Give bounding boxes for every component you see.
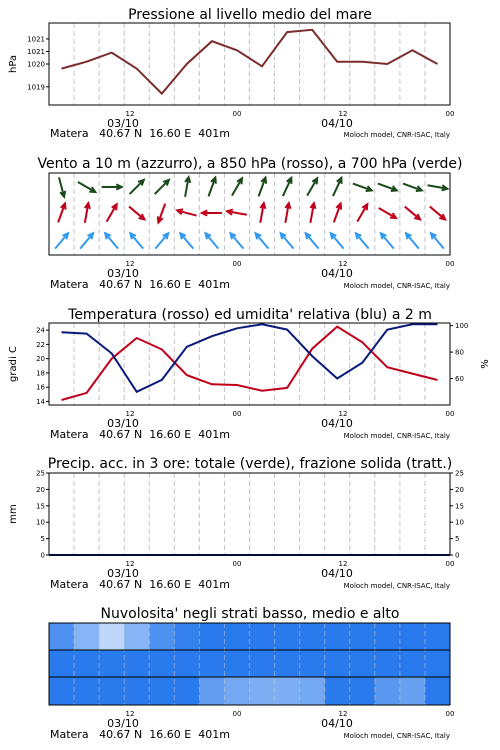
- precipitation-title: Precip. acc. in 3 ore: totale (verde), frazione solida (tratt.): [47, 456, 453, 472]
- wind-arrow: [155, 180, 169, 194]
- cloud-cell: [174, 677, 200, 705]
- ytick-label-right: 10: [455, 518, 464, 527]
- cloud-cell: [325, 650, 351, 677]
- temperature-ylabel: gradi C: [8, 346, 19, 382]
- wind-arrow: [105, 233, 118, 248]
- cloud-cell: [174, 650, 200, 677]
- location-label: Matera 40.67 N 16.60 E 401m: [50, 578, 230, 591]
- wind-arrow: [78, 182, 95, 192]
- cloud-cell: [99, 650, 125, 677]
- tick-12: 12: [338, 410, 348, 418]
- precipitation-ylabel: mm: [8, 504, 19, 524]
- ytick-label: 24: [36, 326, 45, 335]
- tick-00: 00: [445, 410, 455, 418]
- wind-arrow: [185, 177, 190, 197]
- wind-arrow: [331, 233, 344, 248]
- model-credit: Moloch model, CNR-ISAC, Italy: [343, 131, 450, 139]
- wind-arrow: [357, 204, 367, 221]
- cloud-cell: [250, 623, 276, 650]
- location-label: Matera 40.67 N 16.60 E 401m: [50, 428, 230, 441]
- location-label: Matera 40.67 N 16.60 E 401m: [50, 278, 230, 291]
- date-label: 04/10: [321, 567, 353, 580]
- wind-arrow: [283, 178, 292, 196]
- ytick-label-right: 0: [455, 551, 460, 560]
- date-label: 04/10: [321, 267, 353, 280]
- wind-arrow: [155, 233, 168, 248]
- location-label: Matera 40.67 N 16.60 E 401m: [50, 127, 230, 140]
- ytick-label-right: 25: [455, 469, 464, 478]
- tick-00: 00: [445, 560, 455, 568]
- wind-arrow: [158, 204, 165, 223]
- ytick-label-right: 15: [455, 502, 464, 511]
- cloud-cell: [350, 623, 376, 650]
- tick-00: 00: [445, 110, 455, 118]
- tick-12: 12: [125, 260, 135, 268]
- cloud-time-ticks: [126, 710, 455, 718]
- ytick-label: 14: [36, 397, 45, 406]
- wind-arrow: [208, 178, 215, 197]
- cloud-cell: [300, 623, 326, 650]
- cloud-cell: [375, 650, 401, 677]
- wind-arrow: [130, 233, 143, 248]
- ytick-label-right: 60: [455, 375, 464, 384]
- ytick-label: 1020: [27, 60, 45, 69]
- tick-12: 12: [125, 560, 135, 568]
- ytick-label: 10: [36, 518, 45, 527]
- ytick-label: 20: [36, 485, 45, 494]
- location-label: Matera 40.67 N 16.60 E 401m: [50, 728, 230, 741]
- wind-arrow: [356, 233, 369, 248]
- wind-arrow: [232, 178, 242, 195]
- tick-00: 00: [232, 410, 242, 418]
- cloud-title: Nuvolosita' negli strati basso, medio e alto: [100, 606, 400, 622]
- wind-arrow: [281, 233, 294, 248]
- precipitation-time-ticks: [126, 560, 455, 568]
- wind-title: Vento a 10 m (azzurro), a 850 hPa (rosso), a 700 hPa (verde): [37, 156, 463, 172]
- cloud-cell: [49, 623, 75, 650]
- wind-arrow: [306, 233, 319, 248]
- wind-arrow: [129, 207, 144, 220]
- date-label: 04/10: [321, 417, 353, 430]
- ytick-label: 18: [36, 369, 45, 378]
- wind-arrow: [180, 233, 193, 248]
- ytick-label: 22: [36, 340, 45, 349]
- wind-arrow: [310, 203, 315, 223]
- cloud-panel: [49, 606, 454, 741]
- wind-arrow: [405, 207, 420, 220]
- pressure-time-ticks: [126, 110, 455, 118]
- date-label: 03/10: [107, 267, 139, 280]
- cloud-cell: [224, 677, 250, 705]
- date-label: 03/10: [107, 117, 139, 130]
- cloud-cell: [124, 677, 150, 705]
- wind-arrow: [58, 204, 65, 223]
- cloud-cell: [400, 623, 426, 650]
- cloud-cell: [350, 650, 376, 677]
- wind-arrow: [430, 207, 445, 220]
- wind-time-ticks: [126, 260, 455, 268]
- cloud-cell: [49, 650, 75, 677]
- model-credit: Moloch model, CNR-ISAC, Italy: [343, 732, 450, 740]
- cloud-cell: [325, 623, 351, 650]
- cloud-cell: [275, 623, 301, 650]
- temperature-time-ticks: [126, 410, 455, 418]
- ytick-label-right: 20: [455, 485, 464, 494]
- wind-arrow: [256, 233, 269, 248]
- tick-12: 12: [125, 110, 135, 118]
- ytick-label: 25: [36, 469, 45, 478]
- cloud-cell: [375, 623, 401, 650]
- wind-arrow: [177, 209, 196, 215]
- pressure-ylabel: hPa: [8, 54, 19, 74]
- wind-arrow: [260, 203, 265, 223]
- wind-arrow: [231, 233, 244, 248]
- cloud-cell: [99, 677, 125, 705]
- tick-00: 00: [232, 560, 242, 568]
- ytick-label: 16: [36, 383, 45, 392]
- ytick-label: 20: [36, 355, 45, 364]
- model-credit: Moloch model, CNR-ISAC, Italy: [343, 582, 450, 590]
- wind-arrow: [285, 203, 290, 223]
- tick-12: 12: [338, 560, 348, 568]
- tick-00: 00: [232, 260, 242, 268]
- cloud-cell: [250, 677, 276, 705]
- cloud-cell: [300, 650, 326, 677]
- cloud-cell: [124, 623, 150, 650]
- wind-arrow: [130, 180, 144, 194]
- wind-arrow: [259, 178, 266, 197]
- ytick-label: 0: [40, 551, 45, 560]
- ytick-label-right: 80: [455, 348, 464, 357]
- wind-arrow: [406, 233, 419, 248]
- cloud-cell: [425, 650, 451, 677]
- wind-arrow: [431, 233, 444, 248]
- cloud-cell: [74, 677, 100, 705]
- wind-arrow: [107, 204, 117, 221]
- wind-arrow: [428, 185, 448, 190]
- tick-12: 12: [338, 110, 348, 118]
- cloud-cell: [250, 650, 276, 677]
- cloud-cell: [350, 677, 376, 705]
- temperature-title: Temperatura (rosso) ed umidita' relativa (blu) a 2 m: [68, 307, 432, 323]
- tick-00: 00: [232, 110, 242, 118]
- ytick-label: 1021: [27, 47, 45, 56]
- wind-arrow: [379, 208, 396, 218]
- tick-00: 00: [445, 260, 455, 268]
- ytick-label: 5: [40, 535, 45, 544]
- cloud-cell: [149, 623, 175, 650]
- ytick-label-right: 100: [455, 322, 469, 331]
- cloud-cell: [99, 623, 125, 650]
- cloud-cell: [224, 650, 250, 677]
- wind-arrow: [403, 184, 422, 191]
- cloud-cell: [375, 677, 401, 705]
- wind-arrow: [333, 178, 342, 196]
- ytick-label-right: 5: [455, 535, 460, 544]
- tick-12: 12: [338, 710, 348, 718]
- cloud-cell: [74, 623, 100, 650]
- tick-12: 12: [338, 260, 348, 268]
- wind-arrow: [205, 233, 218, 248]
- date-label: 04/10: [321, 717, 353, 730]
- cloud-cell: [199, 623, 225, 650]
- model-credit: Moloch model, CNR-ISAC, Italy: [343, 432, 450, 440]
- cloud-cell: [124, 650, 150, 677]
- wind-arrow: [307, 178, 317, 195]
- cloud-cell: [174, 623, 200, 650]
- wind-arrow: [334, 204, 341, 223]
- precipitation-panel: [8, 456, 464, 591]
- cloud-cell: [199, 677, 225, 705]
- ytick-label: 1021: [27, 35, 45, 44]
- wind-arrow: [202, 210, 222, 215]
- cloud-cell: [425, 677, 451, 705]
- cloud-cell: [199, 650, 225, 677]
- cloud-cell: [400, 650, 426, 677]
- date-label: 03/10: [107, 567, 139, 580]
- date-label: 03/10: [107, 717, 139, 730]
- date-label: 04/10: [321, 117, 353, 130]
- cloud-cell: [224, 623, 250, 650]
- temperature-panel: [8, 307, 491, 441]
- date-label: 03/10: [107, 417, 139, 430]
- wind-arrow: [353, 184, 372, 191]
- cloud-cell: [325, 677, 351, 705]
- pressure-panel: [8, 7, 454, 140]
- tick-12: 12: [125, 410, 135, 418]
- cloud-cell: [425, 623, 451, 650]
- ytick-label: 15: [36, 502, 45, 511]
- cloud-cell: [275, 677, 301, 705]
- ytick-label: 1019: [27, 83, 45, 92]
- wind-panel: [37, 156, 462, 291]
- cloud-cell: [49, 677, 75, 705]
- cloud-cell: [300, 677, 326, 705]
- tick-00: 00: [232, 710, 242, 718]
- cloud-cell: [400, 677, 426, 705]
- wind-vectors: [55, 177, 447, 249]
- cloud-cell: [275, 650, 301, 677]
- pressure-title: Pressione al livello medio del mare: [128, 7, 372, 23]
- cloud-cell: [149, 677, 175, 705]
- wind-arrow: [378, 184, 397, 191]
- tick-12: 12: [125, 710, 135, 718]
- wind-arrow: [85, 203, 90, 223]
- cloud-cell: [149, 650, 175, 677]
- wind-arrow: [102, 184, 122, 189]
- cloud-cell: [74, 650, 100, 677]
- wind-arrow: [227, 210, 247, 215]
- model-credit: Moloch model, CNR-ISAC, Italy: [343, 282, 450, 290]
- wind-arrow: [55, 233, 68, 248]
- wind-arrow: [59, 177, 65, 196]
- tick-00: 00: [445, 710, 455, 718]
- humidity-ylabel: %: [480, 359, 491, 369]
- wind-arrow: [80, 233, 93, 248]
- wind-arrow: [381, 233, 394, 248]
